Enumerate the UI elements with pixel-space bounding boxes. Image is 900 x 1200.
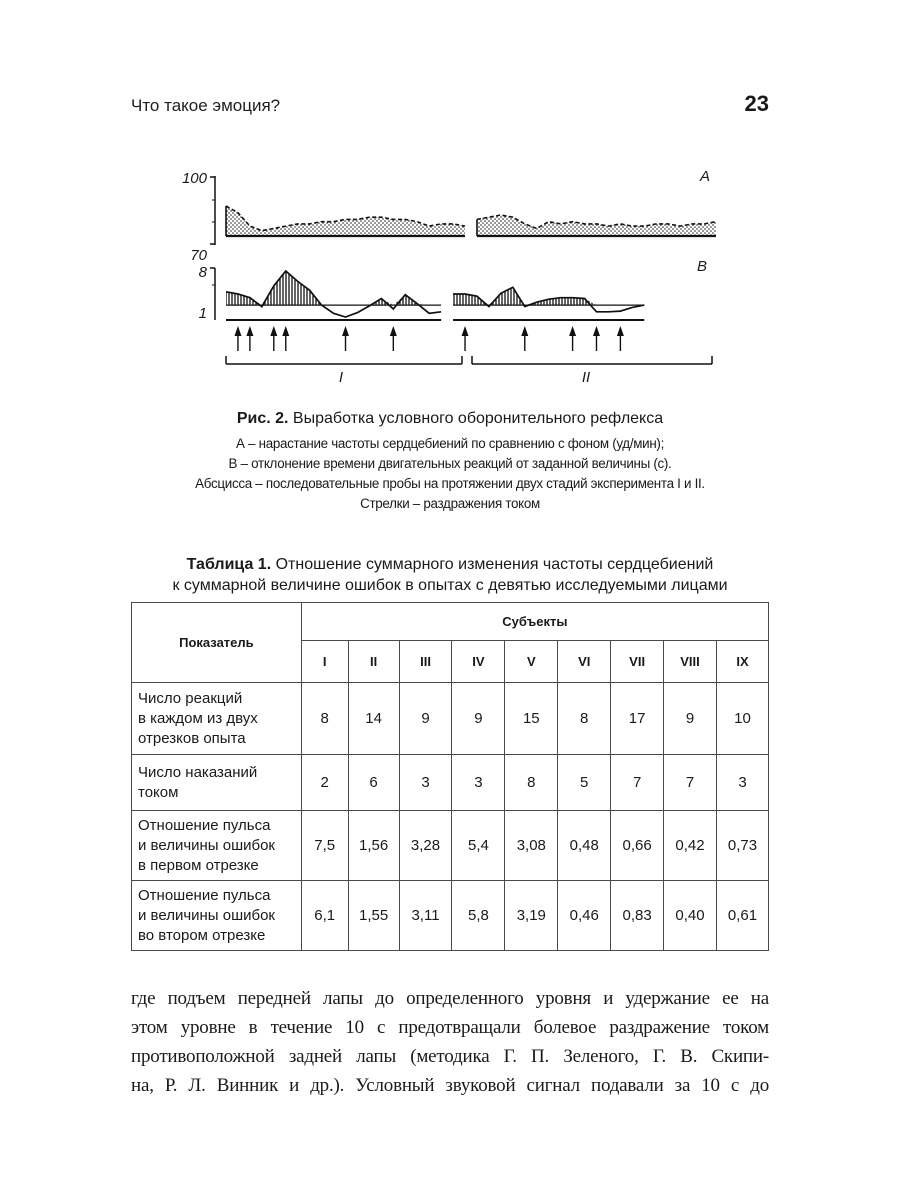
- stimulus-arrow-head: [462, 326, 469, 336]
- header-subjects: Субъекты: [301, 603, 768, 641]
- row-label: [132, 755, 302, 811]
- panel-b-line-1: [226, 271, 441, 317]
- stimulus-arrow-head: [390, 326, 397, 336]
- subject-header: I: [301, 641, 348, 683]
- row-label-line: в каждом из двух: [138, 709, 258, 727]
- table-cell: 7: [611, 755, 664, 811]
- stimulus-arrow-head: [617, 326, 624, 336]
- panel-b-line-2: [453, 287, 644, 312]
- table-row: [132, 755, 769, 811]
- table-row: [132, 881, 769, 951]
- row-label-line: Число наказаний: [138, 763, 258, 781]
- panel-a-label: A: [700, 168, 711, 185]
- table-cell: 3: [452, 755, 505, 811]
- table-cell: 9: [452, 683, 505, 755]
- row-label-line: Число реакций: [138, 689, 243, 707]
- table-cell: 0,40: [664, 881, 717, 951]
- subject-header: IX: [716, 641, 768, 683]
- y-tick-b-8: 8: [198, 264, 207, 281]
- table-cell: 0,66: [611, 811, 664, 881]
- panel-a-series: [226, 206, 716, 236]
- panel-a-area-1: [226, 206, 465, 236]
- table-cell: 17: [611, 683, 664, 755]
- body-line: противоположной задней лапы (методика Г. П. Зеленого, Г. В. Скипи-: [131, 1046, 769, 1067]
- table-cell: 3: [399, 755, 452, 811]
- panel-b-hatch-2: [453, 287, 644, 305]
- table-cell: 7,5: [301, 811, 348, 881]
- row-label-line: и величины ошибок: [138, 836, 275, 854]
- stimulus-arrow-head: [521, 326, 528, 336]
- table-cell: 3,11: [399, 881, 452, 951]
- body-paragraph: [131, 984, 769, 1100]
- table-cell: 8: [558, 683, 611, 755]
- stimulus-arrow-head: [282, 326, 289, 336]
- row-label-line: в первом отрезке: [138, 856, 259, 874]
- table-caption-line-2: к суммарной величине ошибок в опытах с девятью исследуемыми лицами: [172, 577, 728, 594]
- panel-b-series: [226, 271, 644, 320]
- panel-b-axis: [210, 268, 215, 320]
- page-number: 23: [744, 91, 769, 116]
- stimulus-arrow-head: [593, 326, 600, 336]
- caption-line: А – нарастание частоты сердцебиений по сравнению с фоном (уд/мин);: [236, 436, 664, 451]
- row-label-line: Отношение пульса: [138, 816, 271, 834]
- table-cell: 1,56: [348, 811, 399, 881]
- header-indicator: Показатель: [132, 603, 302, 683]
- subject-header: IV: [452, 641, 505, 683]
- table-cell: 0,46: [558, 881, 611, 951]
- row-label-line: Отношение пульса: [138, 886, 271, 904]
- table-cell: 5,8: [452, 881, 505, 951]
- table-cell: 0,83: [611, 881, 664, 951]
- table-cell: 15: [505, 683, 558, 755]
- stage-1-label: I: [338, 369, 344, 386]
- table-cell: 2: [301, 755, 348, 811]
- table-cell: 14: [348, 683, 399, 755]
- table-cell: 0,42: [664, 811, 717, 881]
- table-cell: 8: [505, 755, 558, 811]
- body-line: где подъем передней лапы до определенного уровня и удержание ее на: [131, 988, 769, 1009]
- caption-line: Стрелки – раздражения током: [360, 496, 540, 511]
- y-tick-b-1: 1: [198, 305, 207, 322]
- row-label: [132, 683, 302, 755]
- table-cell: 8: [301, 683, 348, 755]
- subject-header: V: [505, 641, 558, 683]
- table-cell: 5,4: [452, 811, 505, 881]
- table-cell: 5: [558, 755, 611, 811]
- panel-b-label: B: [697, 258, 708, 275]
- table-row: [132, 683, 769, 755]
- row-label-line: током: [138, 783, 179, 801]
- table-cell: 3,08: [505, 811, 558, 881]
- y-tick-a-70: 70: [190, 247, 207, 264]
- table-cell: 7: [664, 755, 717, 811]
- table-cell: 1,55: [348, 881, 399, 951]
- table-cell: 0,61: [716, 881, 768, 951]
- stimulus-arrows: [234, 326, 623, 351]
- y-tick-a-100: 100: [181, 170, 207, 187]
- caption-title-rest: Выработка условного оборонительного рефлекса: [288, 410, 664, 427]
- table-caption: [131, 554, 769, 596]
- subject-header: VII: [611, 641, 664, 683]
- subject-header: III: [399, 641, 452, 683]
- table-cell: 6: [348, 755, 399, 811]
- table-caption-line-1: [131, 554, 769, 575]
- figure-caption: [131, 410, 769, 514]
- panel-b-hatch-1: [226, 271, 441, 305]
- data-table: [131, 602, 769, 951]
- table-cell: 3,19: [505, 881, 558, 951]
- row-label: [132, 881, 302, 951]
- caption-title: [131, 410, 769, 428]
- table-cell: 6,1: [301, 881, 348, 951]
- subject-header: VIII: [664, 641, 717, 683]
- table-cell: 0,73: [716, 811, 768, 881]
- stimulus-arrow-head: [342, 326, 349, 336]
- table-cell: 3,28: [399, 811, 452, 881]
- subject-header: VI: [558, 641, 611, 683]
- stimulus-arrow-head: [270, 326, 277, 336]
- stage-2-label: II: [581, 369, 591, 386]
- table-cell: 9: [399, 683, 452, 755]
- row-label-line: во втором отрезке: [138, 926, 266, 944]
- table-cell: 10: [716, 683, 768, 755]
- row-label-line: отрезков опыта: [138, 729, 246, 747]
- stage-bracket-1: [226, 356, 462, 364]
- row-label: [132, 811, 302, 881]
- table-cell: 0,48: [558, 811, 611, 881]
- table-cell: 3: [716, 755, 768, 811]
- panel-a-axis: [210, 176, 215, 245]
- stage-bracket-2: [472, 356, 712, 364]
- table-cell: 9: [664, 683, 717, 755]
- stimulus-arrow-head: [246, 326, 253, 336]
- table-caption-rest: Отношение суммарного изменения частоты сердцебиений: [271, 556, 714, 573]
- row-label-line: и величины ошибок: [138, 906, 275, 924]
- body-line: на, Р. Л. Винник и др.). Условный звуковой сигнал подавали за 10 с до: [131, 1075, 769, 1096]
- caption-line: В – отклонение времени двигательных реакций от заданной величины (с).: [228, 456, 672, 471]
- running-title: Что такое эмоция?: [131, 96, 281, 115]
- figure-2-chart: [0, 0, 900, 400]
- caption-title-bold: Рис. 2.: [236, 410, 289, 427]
- table-row: [132, 811, 769, 881]
- stimulus-arrow-head: [569, 326, 576, 336]
- subject-header: II: [348, 641, 399, 683]
- stimulus-arrow-head: [234, 326, 241, 336]
- table-caption-bold: Таблица 1.: [186, 556, 272, 573]
- body-line: этом уровне в течение 10 с предотвращали болевое раздражение током: [131, 1017, 769, 1038]
- caption-line: Абсцисса – последовательные пробы на протяжении двух стадий эксперимента I и II.: [195, 476, 705, 491]
